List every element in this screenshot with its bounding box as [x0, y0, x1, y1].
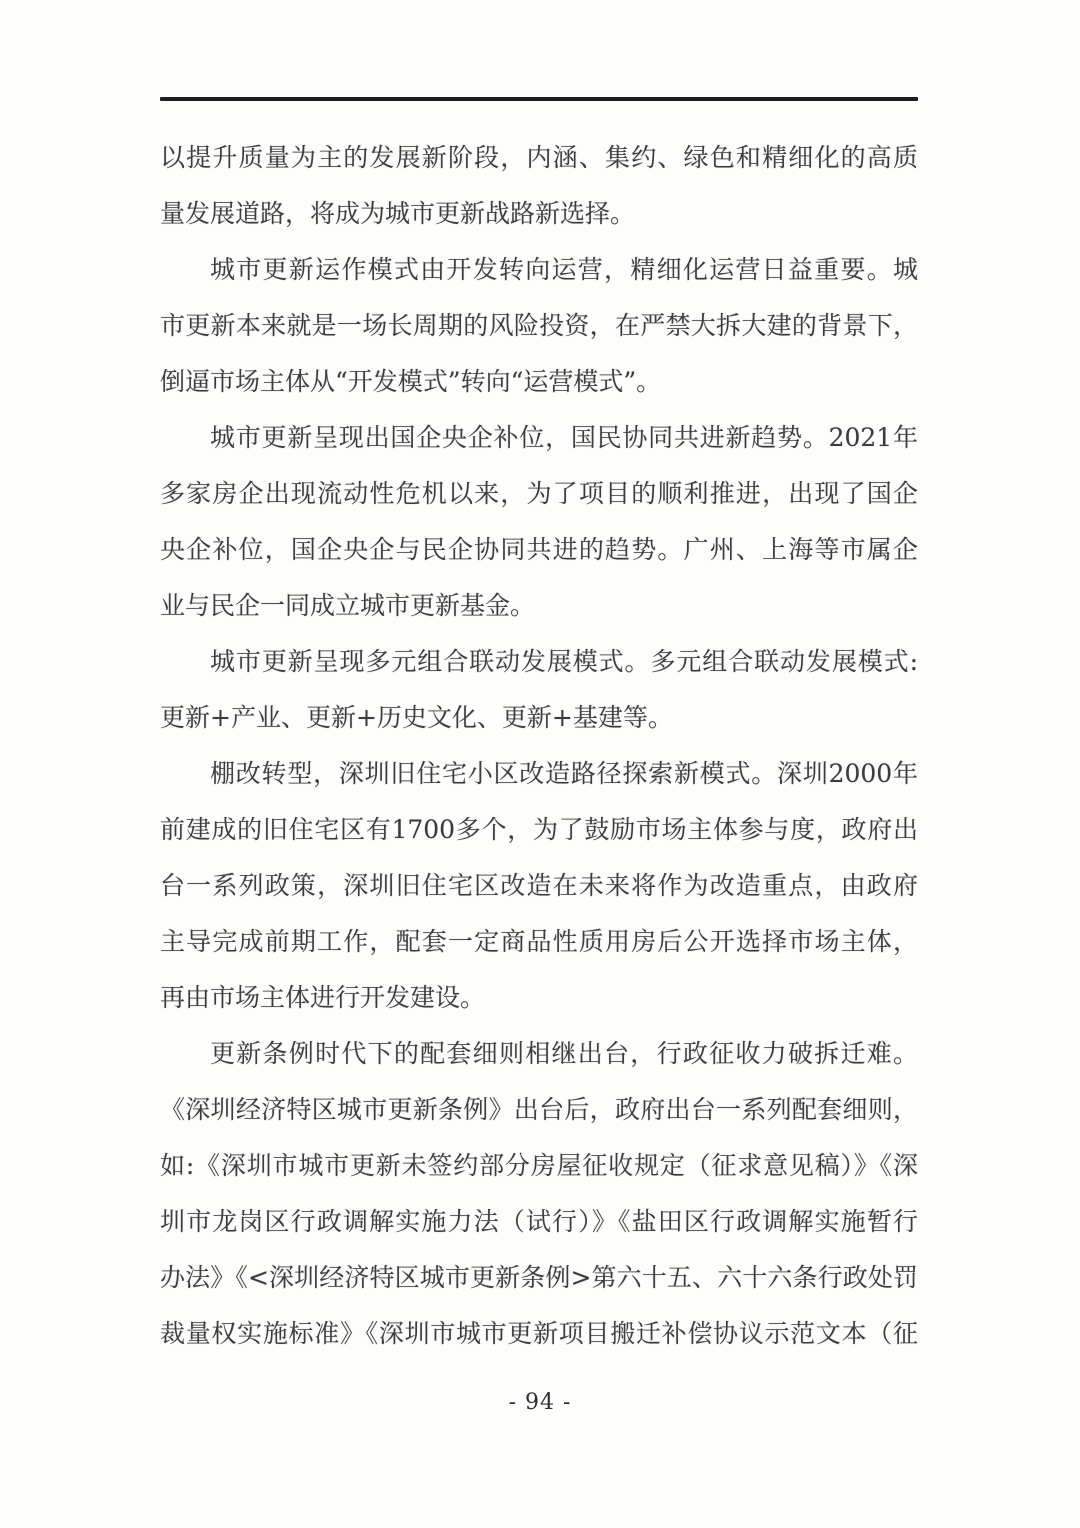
text-line: 城市更新呈现多元组合联动发展模式。多元组合联动发展模式:: [210, 647, 918, 676]
text-line: 城市更新运作模式由开发转向运营，精细化运营日益重要。城: [210, 255, 918, 284]
text-line: 央企补位，国企央企与民企协同共进的趋势。广州、上海等市属企: [160, 535, 918, 564]
text-line: 办法》《<深圳经济特区城市更新条例>第六十五、六十六条行政处罚: [160, 1263, 918, 1292]
text-line: 棚改转型，深圳旧住宅小区改造路径探索新模式。深圳2000年: [210, 759, 918, 788]
text-line: 业与民企一同成立城市更新基金。: [160, 591, 536, 620]
text-line: 裁量权实施标准》《深圳市城市更新项目搬迁补偿协议示范文本（征: [160, 1319, 918, 1348]
text-line: 圳市龙岗区行政调解实施力法（试行）》《盐田区行政调解实施暂行: [160, 1207, 918, 1236]
text-line: 如:《深圳市城市更新未签约部分房屋征收规定（征求意见稿）》《深: [160, 1151, 918, 1180]
text-line: 量发展道路，将成为城市更新战路新选择。: [160, 199, 636, 228]
page-body-text: [160, 130, 918, 1362]
text-line: 城市更新呈现出国企央企补位，国民协同共进新趋势。2021年: [210, 423, 918, 452]
text-line: 再由市场主体进行开发建设。: [160, 983, 486, 1012]
text-line: 更新+产业、更新+历史文化、更新+基建等。: [160, 703, 673, 732]
page-number: - 94 -: [508, 1390, 572, 1415]
text-line: 《深圳经济特区城市更新条例》出台后，政府出台一系列配套细则，: [160, 1095, 918, 1124]
text-line: 多家房企出现流动性危机以来，为了项目的顺利推进，出现了国企: [160, 479, 918, 508]
header-rule: [160, 97, 918, 101]
text-line: 主导完成前期工作，配套一定商品性质用房后公开选择市场主体，: [160, 927, 918, 956]
page-footer: [0, 1388, 1080, 1418]
text-line: 倒逼市场主体从“开发模式”转向“运营模式”。: [160, 367, 662, 396]
text-line: 前建成的旧住宅区有1700多个，为了鼓励市场主体参与度，政府出: [160, 815, 918, 844]
text-line: 台一系列政策，深圳旧住宅区改造在未来将作为改造重点，由政府: [160, 871, 918, 900]
text-line: 更新条例时代下的配套细则相继出台，行政征收力破拆迁难。: [210, 1039, 918, 1068]
text-line: 以提升质量为主的发展新阶段，内涵、集约、绿色和精细化的高质: [160, 143, 918, 172]
text-line: 市更新本来就是一场长周期的风险投资，在严禁大拆大建的背景下，: [160, 311, 918, 340]
